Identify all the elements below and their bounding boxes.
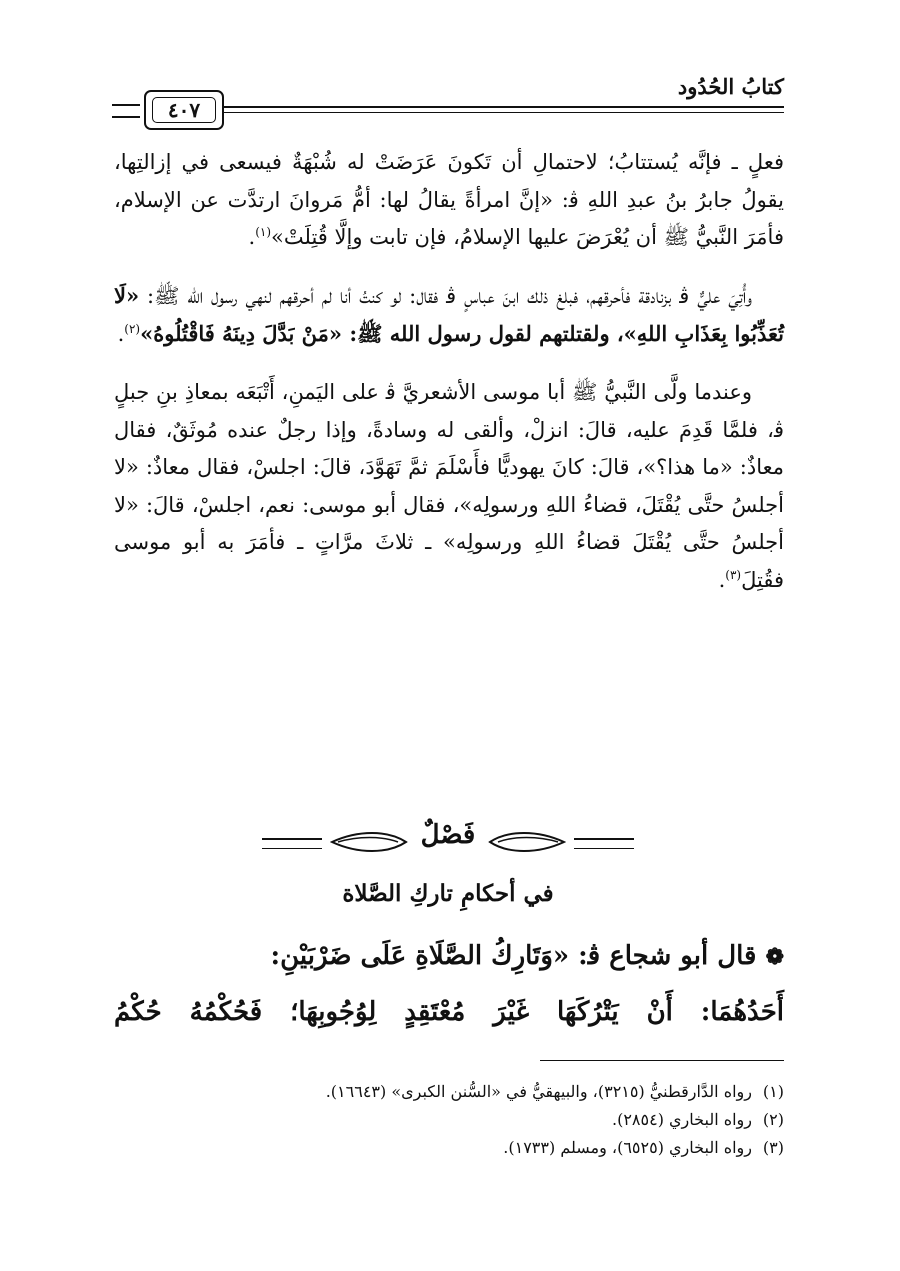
paragraph-3-text: وعندما ولَّى النَّبيُّ ﷺ أبا موسى الأشعريَّ ﭬ على اليَمنِ، أَتْبَعَه بمعاذِ بنِ جبلٍ ﭬ، فلمَّا قَدِمَ عليه، قالَ: انزلْ، وألقى له وسادةً، وإذا رجلٌ عنده مُوثَقٌ، فقال معاذٌ: «ما هذا؟»، قالَ: كانَ يهوديًّا فأَسْلَمَ ثمَّ تَهَوَّدَ، قالَ: اجلسْ، فقال معاذٌ: «لا أجلسُ حتَّى يُقْتَلَ، قضاءُ اللهِ ورسولِه»، فقال أبو موسى: نعم، اجلسْ، قالَ: «لا أجلسُ حتَّى يُقْتَلَ قضاءُ اللهِ ورسولِه» ـ ثلاثَ مرَّاتٍ ـ فأمَرَ به أبو موسى فقُتِلَ bbox=[114, 379, 784, 592]
matn-line-1 bbox=[114, 936, 784, 977]
footnote-3 bbox=[114, 1134, 784, 1162]
header-left-rules bbox=[112, 104, 140, 118]
footnote-1 bbox=[114, 1078, 784, 1106]
footnote-3-text: رواه البخاري (٦٥٢٥)، ومسلم (١٧٣٣). bbox=[503, 1138, 752, 1157]
section-heading bbox=[112, 820, 784, 864]
page-number-frame bbox=[144, 90, 224, 130]
header-rule-thin bbox=[220, 112, 784, 113]
paragraph-2-text: وأُتِيَ عليٌّ ﭬ بزنادقة فأحرقهم، فبلغ ذلك ابنَ عباسٍ ﭬ فقال: لو كنتُ أنا لم أحرقهم لنهي رسول الله ﷺ: bbox=[139, 283, 752, 308]
paragraph-2 bbox=[114, 277, 784, 354]
ornament-rule-left bbox=[262, 838, 322, 849]
footnote-1-text: رواه الدَّارقطنيُّ (٣٢١٥)، والبيهقيُّ في «السُّنن الكبرى» (١٦٦٤٣). bbox=[325, 1082, 752, 1101]
section-subtitle: في أحكامِ تاركِ الصَّلاة bbox=[342, 880, 554, 907]
paragraph-1-text: فعلٍ ـ فإنَّه يُستتابُ؛ لاحتمالِ أن تَكونَ عَرَضَتْ له شُبْهَةٌ فيسعى في إزالتِها، يقولُ جابرُ بنُ عبدِ اللهِ ﭬ: «إنَّ امرأةً يقالُ لها: أمُّ مَروانَ ارتدَّت عن الإسلام، فأمَرَ النَّبيُّ ﷺ أن يُعْرَضَ عليها الإسلامُ، فإن تابت وإلَّا قُتِلَتْ» bbox=[114, 150, 784, 250]
flower-icon: ❁ bbox=[765, 944, 784, 970]
paragraph-2-tail: . bbox=[117, 322, 125, 347]
ornament-swirl-left-icon bbox=[330, 828, 408, 856]
matn-line-2: أَحَدُهُمَا: أَنْ يَتْرُكَهَا غَيْرَ مُعْتَقِدٍ لِوُجُوبِهَا؛ فَحُكْمُهُ حُكْمُ bbox=[114, 997, 784, 1027]
footnotes bbox=[114, 1078, 784, 1162]
paragraph-1-tail: . bbox=[248, 225, 256, 250]
paragraph-2-hadith: «لَا تُعَذِّبُوا بِعَذَابِ اللهِ»، ولقتلتهم لقول رسول الله ﷺ: «مَنْ بَدَّلَ دِينَهُ فَاقْتُلُوهُ» bbox=[114, 282, 784, 347]
footnote-ref-2: (٢) bbox=[124, 322, 141, 337]
footnote-separator bbox=[540, 1060, 784, 1061]
section-label: فَصْلٌ bbox=[420, 820, 476, 850]
paragraph-3-tail: . bbox=[718, 567, 726, 592]
footnote-2-text: رواه البخاري (٢٨٥٤). bbox=[612, 1110, 752, 1129]
matn-line-1-text: قال أبو شجاع ﭬ: «وَتَارِكُ الصَّلَاةِ عَلَى ضَرْبَيْنِ: bbox=[270, 941, 757, 971]
footnote-3-number: (٣) bbox=[762, 1138, 784, 1157]
chapter-title: كتابُ الحُدُود bbox=[677, 74, 784, 99]
header-rule bbox=[220, 106, 784, 108]
footnote-2-number: (٢) bbox=[762, 1110, 784, 1129]
page-number: ٤٠٧ bbox=[152, 97, 216, 123]
page-header bbox=[112, 70, 784, 130]
paragraph-3 bbox=[114, 374, 784, 600]
paragraph-1 bbox=[114, 144, 784, 257]
footnote-2 bbox=[114, 1106, 784, 1134]
main-text bbox=[114, 144, 784, 620]
footnote-ref-3: (٣) bbox=[725, 567, 742, 582]
footnote-ref-1: (١) bbox=[255, 225, 272, 240]
footnote-1-number: (١) bbox=[762, 1082, 784, 1101]
